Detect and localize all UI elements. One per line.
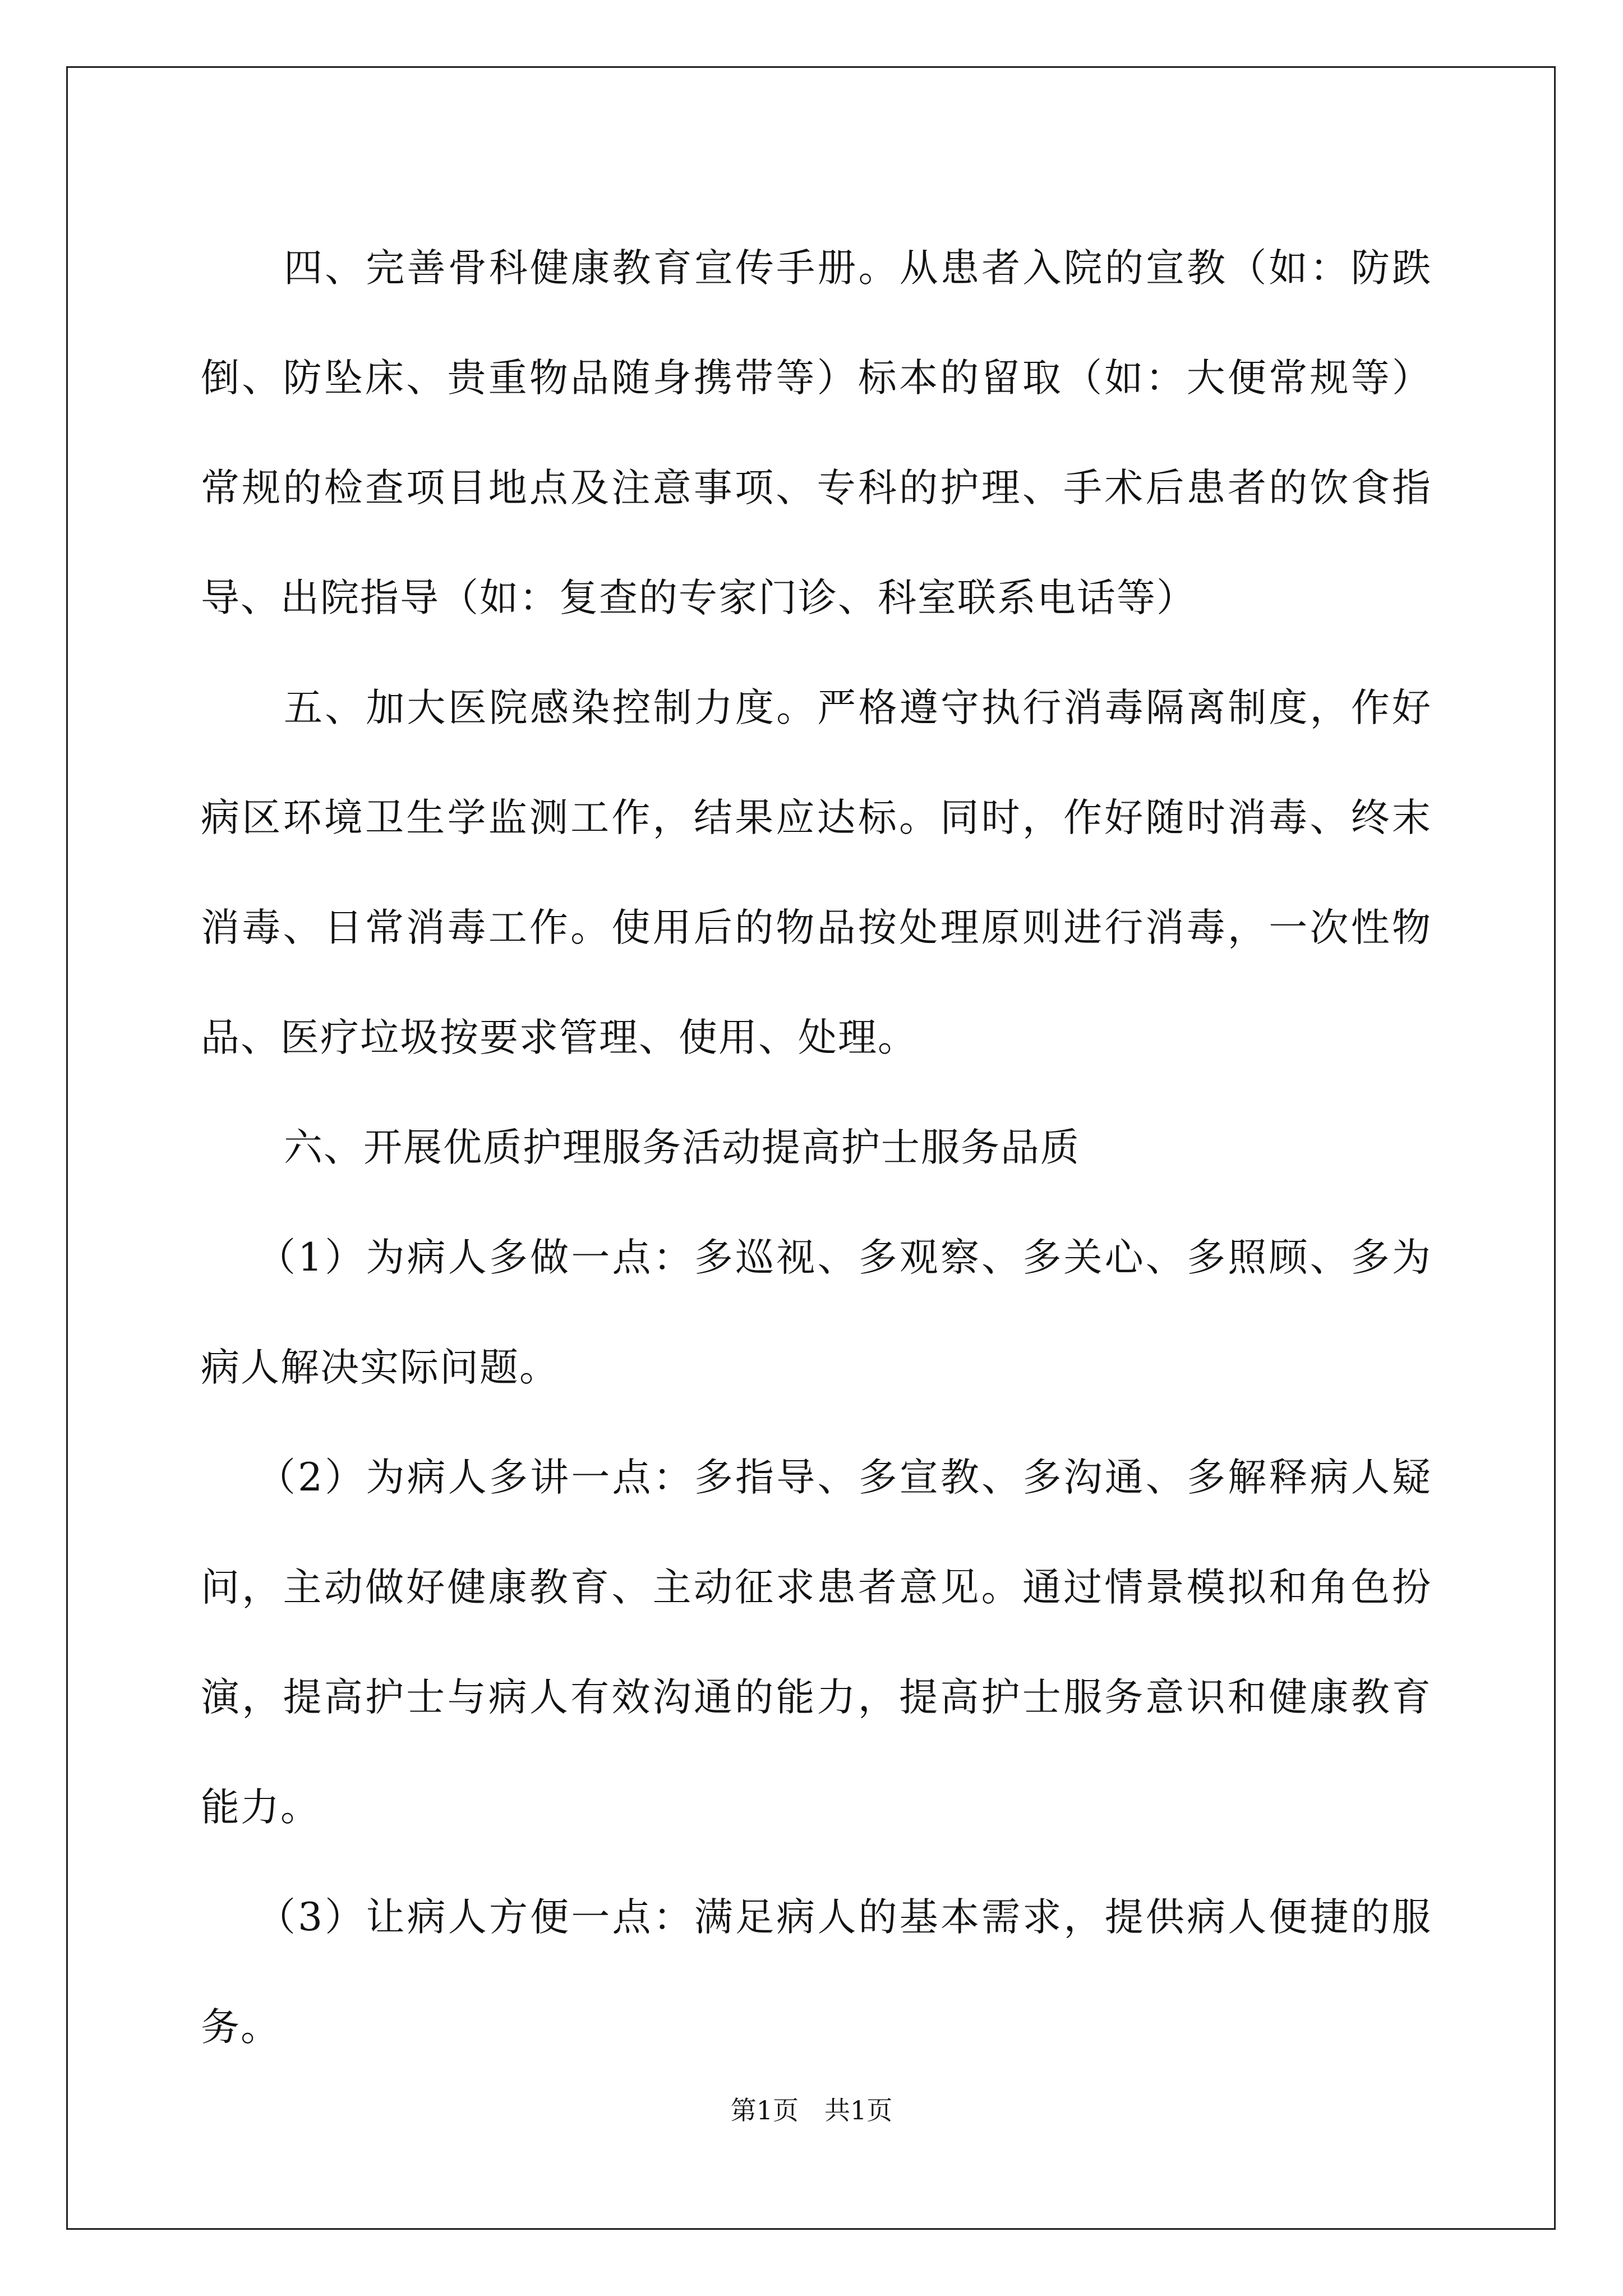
page-number-total: 共1页 xyxy=(824,2095,893,2125)
paragraph-section-6-heading: 六、开展优质护理服务活动提高护士服务品质 xyxy=(284,1125,1080,1170)
paragraph-section-4: 四、完善骨科健康教育宣传手册。从患者入院的宣教（如：防跌倒、防坠床、贵重物品随身携带等）标本的留取（如：大便常规等）常规的检查项目地点及注意事项、专科的护理、手术后患者的饮食指导、出院指导（如：复查的专家门诊、科室联系电话等） xyxy=(201,246,1432,620)
paragraph-item-3: （3）让病人方便一点：满足病人的基本需求，提供病人便捷的服务。 xyxy=(201,1895,1432,2050)
paragraph-item-1: （1）为病人多做一点：多巡视、多观察、多关心、多照顾、多为病人解决实际问题。 xyxy=(201,1235,1432,1390)
document-body xyxy=(201,213,1432,2082)
page-footer xyxy=(0,2093,1623,2127)
page-number-current: 第1页 xyxy=(730,2095,799,2125)
paragraph-item-2: （2）为病人多讲一点：多指导、多宣教、多沟通、多解释病人疑问，主动做好健康教育、主动征求患者意见。通过情景模拟和角色扮演，提高护士与病人有效沟通的能力，提高护士服务意识和健康教育能力。 xyxy=(201,1455,1432,1830)
paragraph-section-5: 五、加大医院感染控制力度。严格遵守执行消毒隔离制度，作好病区环境卫生学监测工作，结果应达标。同时，作好随时消毒、终末消毒、日常消毒工作。使用后的物品按处理原则进行消毒，一次性物品、医疗垃圾按要求管理、使用、处理。 xyxy=(201,685,1432,1060)
